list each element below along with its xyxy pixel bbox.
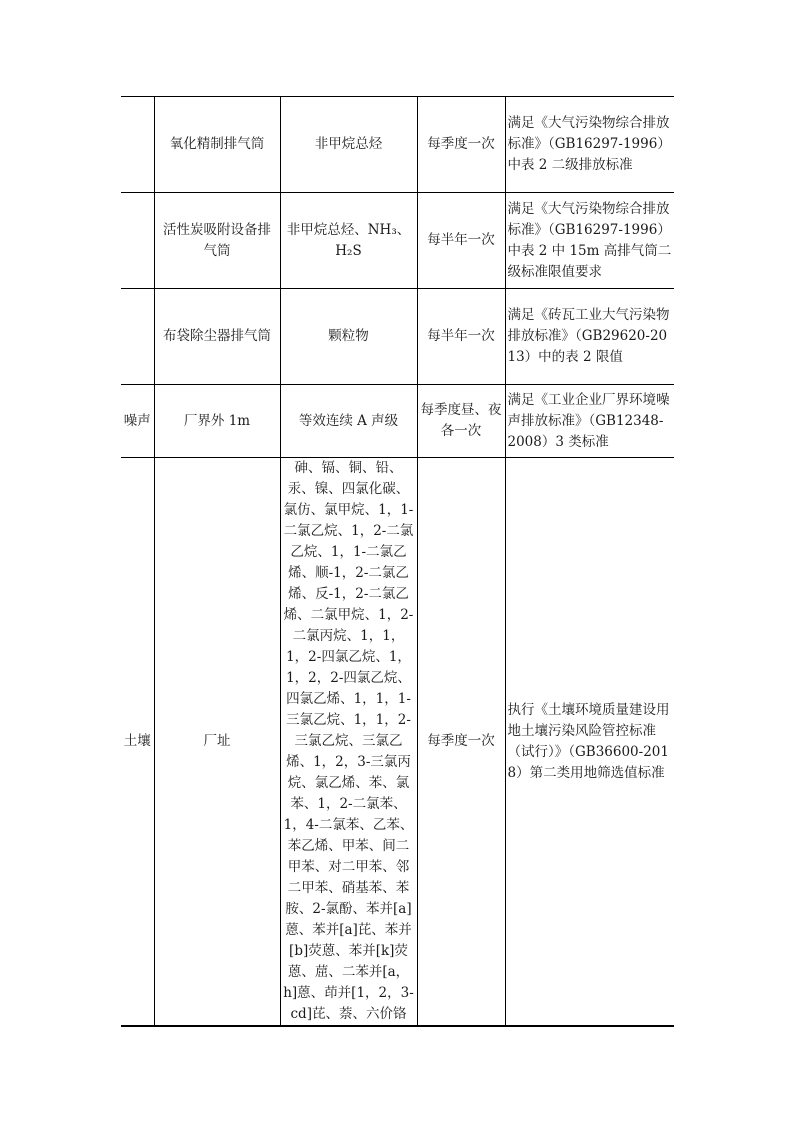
table-row [121, 289, 674, 385]
table-row [121, 97, 674, 193]
category-cell: 土壤 [121, 458, 154, 1027]
item-cell: 等效连续 A 声级 [280, 385, 417, 458]
frequency-cell: 每半年一次 [417, 289, 505, 385]
standard-text: 满足《大气污染物综合排放标准》（GB16297-1996）中表 2 二级排放标准 [507, 115, 671, 173]
location-cell: 厂址 [154, 458, 280, 1027]
category-cell [121, 97, 154, 193]
standard-cell [505, 289, 674, 385]
standard-cell [505, 97, 674, 193]
item-cell: 颗粒物 [280, 289, 417, 385]
item-cell: 非甲烷总烃 [280, 97, 417, 193]
frequency-cell: 每季度昼、夜各一次 [417, 385, 505, 458]
category-cell: 噪声 [121, 385, 154, 458]
table-row [121, 385, 674, 458]
frequency-cell: 每季度一次 [417, 97, 505, 193]
standard-text: 执行《土壤环境质量建设用地土壤污染风险管控标准（试行）》（GB36600-2018）第二类用地筛选值标准 [507, 701, 670, 781]
standard-cell [505, 193, 674, 289]
location-cell: 氧化精制排气筒 [154, 97, 280, 193]
table-row [121, 193, 674, 289]
location-cell: 厂界外 1m [154, 385, 280, 458]
location-cell: 活性炭吸附设备排气筒 [154, 193, 280, 289]
frequency-cell: 每半年一次 [417, 193, 505, 289]
standard-text: 满足《工业企业厂界环境噪声排放标准》（GB12348-2008）3 类标准 [507, 391, 670, 450]
item-cell: 非甲烷总烃、NH₃、H₂S [280, 193, 417, 289]
table-row [121, 458, 674, 1027]
category-cell [121, 193, 154, 289]
standard-text: 满足《大气污染物综合排放标准》（GB16297-1996）中表 2 中 15m 高排气筒二级标准限值要求 [507, 200, 672, 280]
item-cell: 砷、镉、铜、铅、汞、镍、四氯化碳、氯仿、氯甲烷、1，1-二氯乙烷、1，2-二氯乙烷、1，1-二氯乙烯、顺-1，2-二氯乙烯、反-1，2-二氯乙烯、二氯甲烷、1，2-二氯丙烷、1，1，1，2-四氯乙烷、1，1，2，2-四氯乙烷、四氯乙烯、1，1，1-三氯乙烷、1，1，2-三氯乙烷、三氯乙烯、1，2，3-三氯丙烷、氯乙烯、苯、氯苯、1，2-二氯苯、1，4-二氯苯、乙苯、苯乙烯、甲苯、间二甲苯、对二甲苯、邻二甲苯、硝基苯、苯胺、2-氯酚、苯并[a]蒽、苯并[a]芘、苯并[b]荧蒽、苯并[k]荧蒽、䓛、二苯并[a，h]蒽、茚并[1，2，3-cd]芘、萘、六价铬 [280, 458, 417, 1027]
frequency-cell: 每季度一次 [417, 458, 505, 1027]
location-cell: 布袋除尘器排气筒 [154, 289, 280, 385]
standard-cell [505, 458, 674, 1027]
standard-text: 满足《砖瓦工业大气污染物排放标准》（GB29620-2013）中的表 2 限值 [507, 307, 670, 365]
standard-cell [505, 385, 674, 458]
monitoring-plan-table [121, 96, 674, 1027]
category-cell [121, 289, 154, 385]
